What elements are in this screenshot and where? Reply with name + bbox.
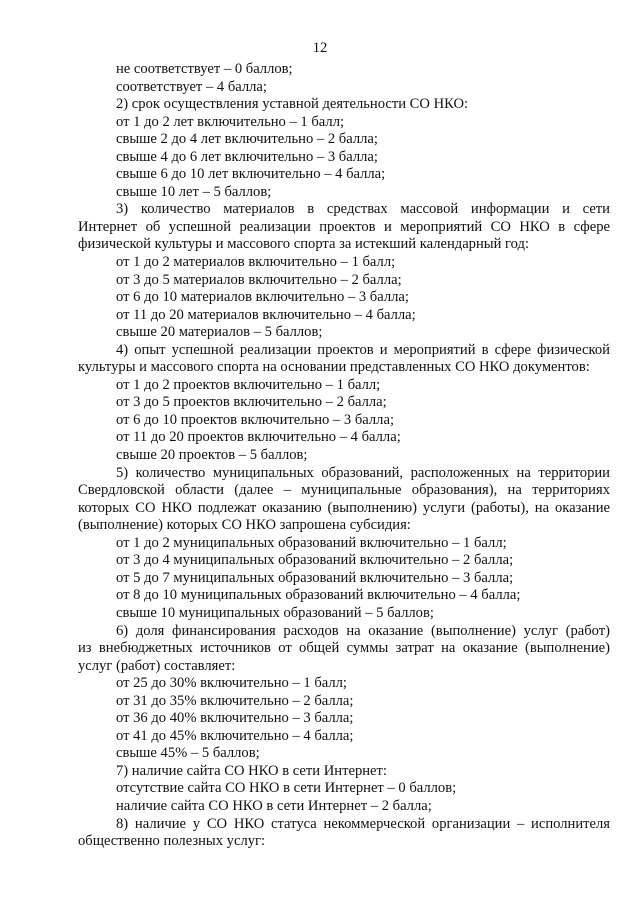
text-line: от 31 до 35% включительно – 2 балла;	[116, 692, 354, 709]
text-line: от 6 до 10 материалов включительно – 3 балла;	[116, 289, 409, 306]
text-line: (выполнение) которых СО НКО запрошена субсидия:	[78, 517, 411, 534]
text-line: от 11 до 20 материалов включительно – 4 балла;	[116, 306, 416, 323]
text-line: соответствует – 4 балла;	[116, 78, 267, 95]
text-line: свыше 2 до 4 лет включительно – 2 балла;	[116, 131, 378, 148]
text-line: от 1 до 2 проектов включительно – 1 балл;	[116, 376, 381, 393]
text-line: услуг (работ) составляет:	[78, 657, 236, 674]
text-line: Свердловской области (далее – муниципальные образования), на территориях	[78, 482, 610, 499]
text-line: от 11 до 20 проектов включительно – 4 балла;	[116, 429, 401, 446]
text-line: 7) наличие сайта СО НКО в сети Интернет:	[116, 762, 387, 779]
text-line: свыше 6 до 10 лет включительно – 4 балла;	[116, 166, 386, 183]
text-line: наличие сайта СО НКО в сети Интернет – 2 балла;	[116, 797, 432, 814]
text-line: от 3 до 4 муниципальных образований включительно – 2 балла;	[116, 552, 514, 569]
text-line: физической культуры и массового спорта за истекший календарный год:	[78, 236, 530, 253]
text-line: свыше 4 до 6 лет включительно – 3 балла;	[116, 148, 378, 165]
text-line: 4) опыт успешной реализации проектов и мероприятий в сфере физической	[116, 341, 610, 358]
text-line: 3) количество материалов в средствах массовой информации и сети	[116, 201, 610, 218]
text-line: культуры и массового спорта на основании представленных СО НКО документов:	[78, 359, 590, 376]
page-number: 12	[312, 40, 328, 56]
text-line: 2) срок осуществления уставной деятельности СО НКО:	[116, 96, 469, 113]
text-line: Интернет об успешной реализации проектов и мероприятий СО НКО в сфере	[78, 218, 610, 235]
text-line: 8) наличие у СО НКО статуса некоммерческой организации – исполнителя	[116, 815, 610, 832]
text-line: от 1 до 2 материалов включительно – 1 балл;	[116, 254, 396, 271]
text-line: от 1 до 2 лет включительно – 1 балл;	[116, 113, 345, 130]
text-line: отсутствие сайта СО НКО в сети Интернет – 0 баллов;	[116, 780, 457, 797]
text-line: 5) количество муниципальных образований, расположенных на территории	[116, 464, 610, 481]
text-line: от 8 до 10 муниципальных образований включительно – 4 балла;	[116, 587, 521, 604]
text-line: свыше 20 материалов – 5 баллов;	[116, 324, 323, 341]
text-line: 6) доля финансирования расходов на оказание (выполнение) услуг (работ)	[116, 622, 610, 639]
text-line: не соответствует – 0 баллов;	[116, 61, 293, 77]
text-line: от 25 до 30% включительно – 1 балл;	[116, 675, 347, 692]
text-line: от 3 до 5 материалов включительно – 2 балла;	[116, 271, 402, 288]
text-line: от 5 до 7 муниципальных образований включительно – 3 балла;	[116, 569, 514, 586]
text-line: свыше 10 муниципальных образований – 5 баллов;	[116, 604, 434, 621]
text-line: от 41 до 45% включительно – 4 балла;	[116, 727, 354, 744]
text-line: от 6 до 10 проектов включительно – 3 балла;	[116, 411, 394, 428]
text-line: от 36 до 40% включительно – 3 балла;	[116, 710, 354, 727]
text-line: общественно полезных услуг:	[78, 833, 266, 850]
text-line: которых СО НКО подлежат оказанию (выполнению) услуги (работы), на оказание	[78, 499, 610, 516]
text-line: от 1 до 2 муниципальных образований включительно – 1 балл;	[116, 534, 507, 551]
text-line: свыше 45% – 5 баллов;	[116, 745, 260, 762]
text-line: из внебюджетных источников от общей суммы затрат на оказание (выполнение)	[78, 640, 610, 657]
text-line: свыше 20 проектов – 5 баллов;	[116, 447, 308, 464]
text-line: от 3 до 5 проектов включительно – 2 балла;	[116, 394, 387, 411]
text-line: свыше 10 лет – 5 баллов;	[116, 183, 272, 200]
document-body	[78, 61, 610, 851]
